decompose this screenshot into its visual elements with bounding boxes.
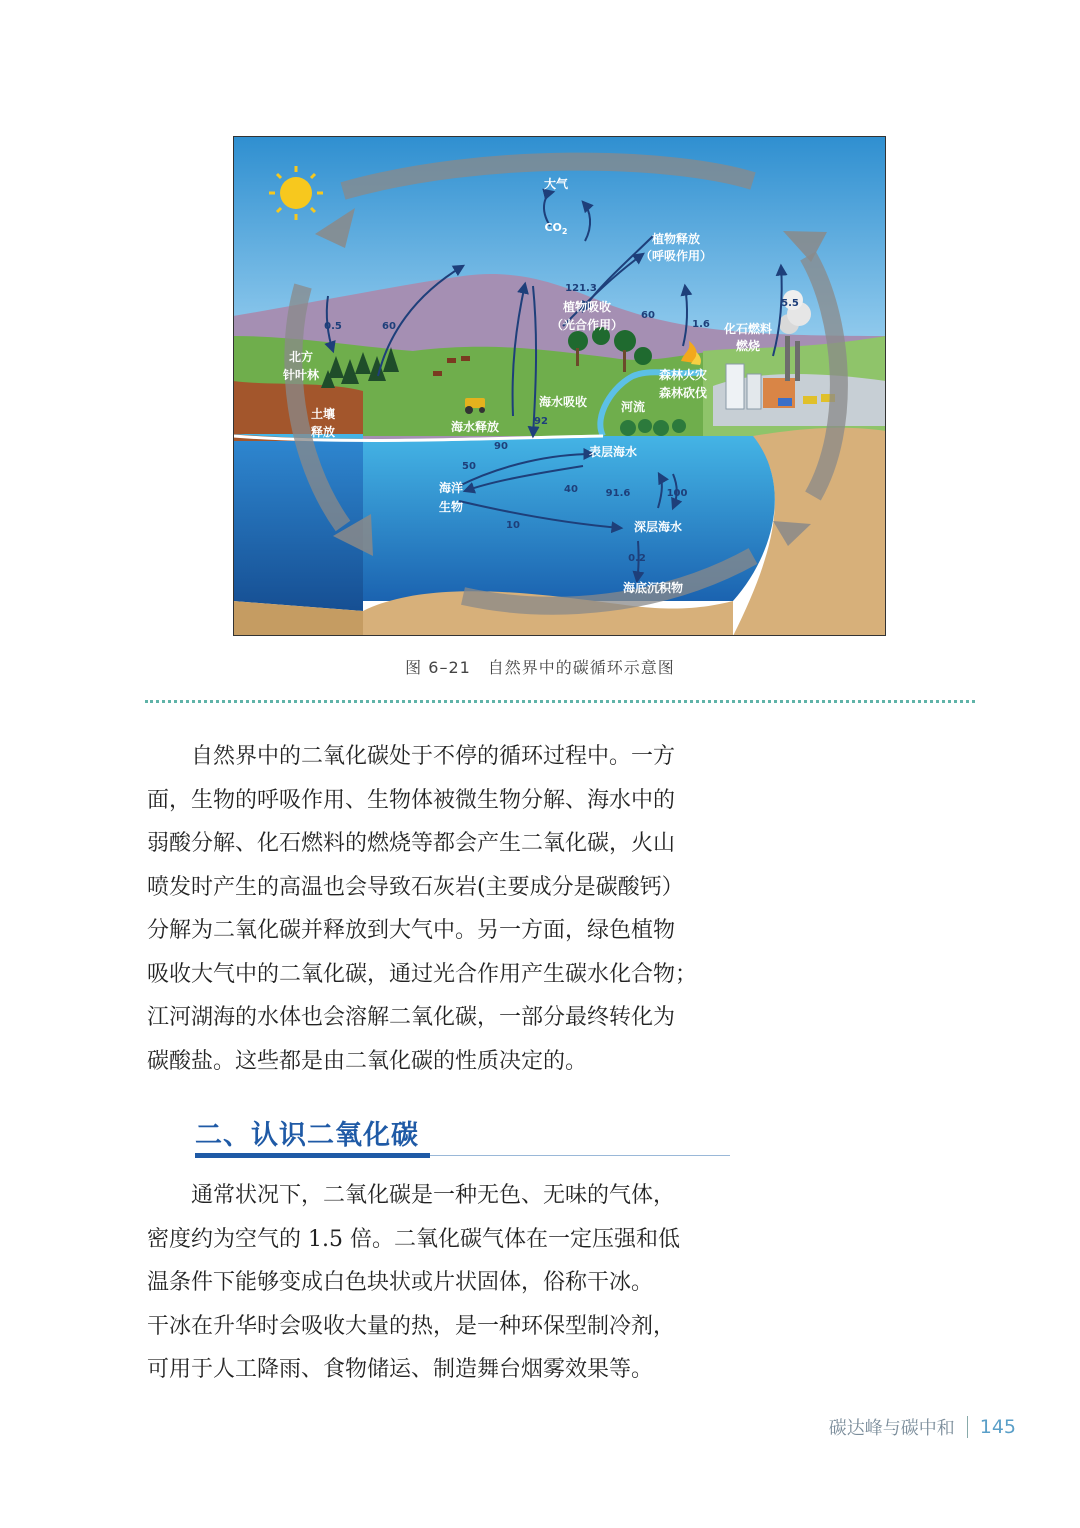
value-50: 50 bbox=[462, 461, 476, 472]
value-90: 90 bbox=[494, 441, 508, 452]
carbon-cycle-figure bbox=[233, 136, 886, 636]
label-co2: $CO_2$ bbox=[544, 221, 568, 236]
dotted-divider bbox=[145, 700, 975, 703]
paragraph-carbon-cycle bbox=[147, 735, 737, 1083]
paragraph-line: 密度约为空气的 1.5 倍。二氧化碳气体在一定压强和低 bbox=[147, 1226, 680, 1252]
label-marine-2: 生物 bbox=[438, 500, 464, 514]
label-plant-absorb-1: 植物吸收 bbox=[562, 300, 612, 314]
value-60-mid: 60 bbox=[641, 310, 655, 321]
value-100: 100 bbox=[666, 488, 688, 499]
value-60-left: 60 bbox=[382, 321, 396, 332]
label-fire-1: 森林火灾 bbox=[658, 368, 708, 382]
paragraph-line: 可用于人工降雨、食物储运、制造舞台烟雾效果等。 bbox=[147, 1357, 654, 1382]
footer-separator bbox=[967, 1416, 968, 1438]
value-0-5: 0.5 bbox=[324, 321, 342, 332]
label-fire-2: 森林砍伐 bbox=[658, 386, 708, 400]
label-soil-1: 土壤 bbox=[310, 407, 336, 421]
label-deep-water: 深层海水 bbox=[633, 520, 683, 534]
paragraph-line: 温条件下能够变成白色块状或片状固体，俗称干冰。 bbox=[147, 1270, 654, 1295]
label-sediment: 海底沉积物 bbox=[622, 581, 684, 595]
section-rule-accent bbox=[195, 1153, 430, 1158]
label-marine-1: 海洋 bbox=[438, 481, 464, 495]
paragraph-line: 碳酸盐。这些都是由二氧化碳的性质决定的。 bbox=[147, 1048, 588, 1074]
paragraph-line: 喷发时产生的高温也会导致石灰岩(主要成分是碳酸钙） bbox=[147, 874, 684, 900]
label-boreal-1: 北方 bbox=[288, 350, 314, 364]
label-atmosphere: 大气 bbox=[543, 177, 569, 191]
value-121-3: 121.3 bbox=[565, 283, 597, 294]
footer-book-title: 碳达峰与碳中和 bbox=[828, 1418, 955, 1439]
paragraph-co2-properties bbox=[147, 1174, 737, 1392]
sea-front bbox=[233, 441, 363, 611]
paragraph-line: 自然界中的二氧化碳处于不停的循环过程中。一方 bbox=[191, 744, 676, 769]
figure-caption: 图 6–21 自然界中的碳循环示意图 bbox=[405, 658, 675, 677]
paragraph-line: 弱酸分解、化石燃料的燃烧等都会产生二氧化碳，火山 bbox=[147, 831, 676, 856]
value-10: 10 bbox=[506, 520, 520, 531]
label-fossil-2: 燃烧 bbox=[735, 339, 761, 353]
section-heading: 二、认识二氧化碳 bbox=[195, 1120, 419, 1151]
label-fossil-1: 化石燃料 bbox=[723, 322, 773, 336]
label-boreal-2: 针叶林 bbox=[282, 368, 320, 382]
paragraph-line: 通常状况下，二氧化碳是一种无色、无味的气体， bbox=[191, 1183, 676, 1208]
value-92: 92 bbox=[534, 416, 548, 427]
paragraph-line: 吸收大气中的二氧化碳，通过光合作用产生碳水化合物； bbox=[147, 961, 698, 987]
value-91-6: 91.6 bbox=[605, 488, 631, 499]
paragraph-line: 江河湖海的水体也会溶解二氧化碳，一部分最终转化为 bbox=[147, 1005, 676, 1030]
value-40: 40 bbox=[564, 484, 578, 495]
value-5-5: 5.5 bbox=[781, 298, 799, 309]
label-sea-release: 海水释放 bbox=[450, 420, 500, 434]
label-sea-absorb: 海水吸收 bbox=[538, 395, 588, 409]
paragraph-line: 分解为二氧化碳并释放到大气中。另一方面，绿色植物 bbox=[147, 918, 676, 943]
label-surface-water: 表层海水 bbox=[588, 445, 638, 459]
label-plant-release-1: 植物释放 bbox=[651, 232, 701, 246]
label-soil-2: 释放 bbox=[310, 425, 336, 439]
label-plant-absorb-2: （光合作用） bbox=[550, 318, 624, 332]
value-0-2: 0.2 bbox=[628, 553, 646, 564]
paragraph-line: 干冰在升华时会吸收大量的热，是一种环保型制冷剂， bbox=[147, 1313, 676, 1339]
paragraph-line: 面，生物的呼吸作用、生物体被微生物分解、海水中的 bbox=[147, 787, 676, 813]
label-river: 河流 bbox=[620, 400, 646, 414]
page-footer bbox=[829, 1414, 1016, 1440]
value-1-6: 1.6 bbox=[692, 319, 710, 330]
page-number: 145 bbox=[979, 1416, 1016, 1438]
label-plant-release-2: （呼吸作用） bbox=[639, 249, 713, 263]
